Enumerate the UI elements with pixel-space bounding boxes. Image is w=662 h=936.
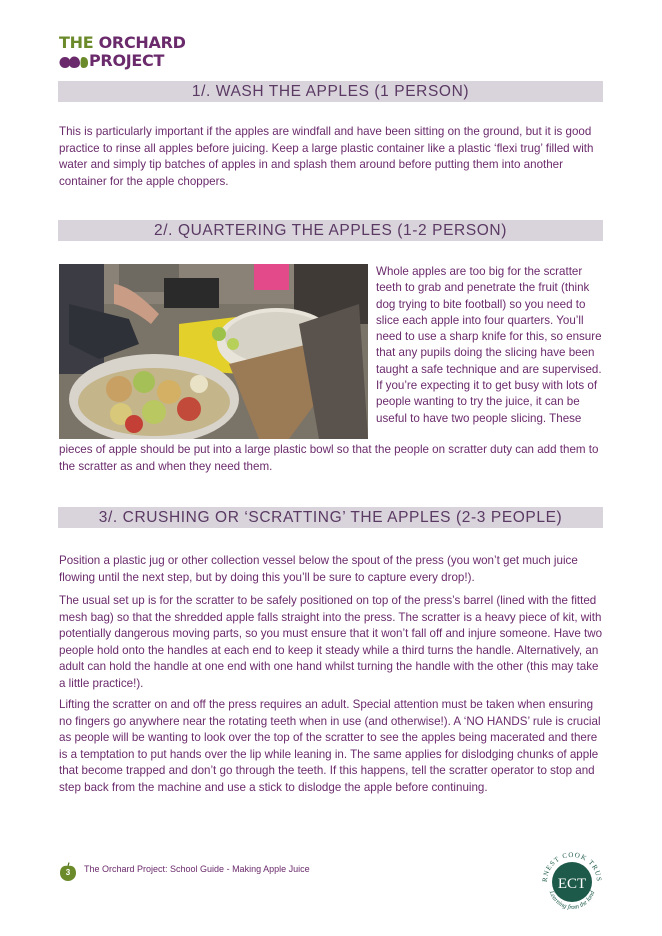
- section-3-paragraph-1: Position a plastic jug or other collection vessel below the spout of the press (you won’t get much juice flowing until the next step, but by doing this you’ll be sure to capture every drop!).: [59, 554, 578, 584]
- section-1-heading: 1/. WASH THE APPLES (1 PERSON): [58, 81, 603, 102]
- ernest-cook-trust-logo: [538, 848, 606, 916]
- seal-monogram: ECT: [557, 876, 587, 892]
- ernest-cook-trust-seal: [538, 848, 606, 916]
- section-3-paragraph-2: The usual set up is for the scratter to be safely positioned on top of the press’s barrel (lined with the fitted mesh bag) so that the shredded apple falls straight into the press. The scratter is a heavy piece of kit, with potentially dangerous moving parts, so you must ensure that it won’t fall off and injure someone. Have two people hold onto the handles at each end to keep it steady while a third turns the handle. Alternatively, an adult can hold the handle at one end with one hand whilst turning the handle with the other (this may take a little practice!).: [59, 594, 603, 690]
- logo-word-the: THE: [59, 33, 94, 52]
- orchard-project-logo: [59, 33, 186, 72]
- fruit-icon: [59, 55, 89, 69]
- apple-slicing-photo-illustration: [59, 264, 368, 439]
- section-3-heading: 3/. CRUSHING OR ‘SCRATTING’ THE APPLES (2-3 PEOPLE): [58, 507, 603, 528]
- logo-word-project: PROJECT: [89, 51, 165, 70]
- seal-bottom-text: Learning from the land: [547, 890, 597, 912]
- logo-line-1: [59, 34, 186, 52]
- logo-word-orchard-text: ORCHARD: [98, 33, 186, 52]
- section-2-heading: 2/. QUARTERING THE APPLES (1-2 PERSON): [58, 220, 603, 241]
- footer-text: The Orchard Project: School Guide - Making Apple Juice: [84, 864, 310, 874]
- apple-slicing-photo: [59, 264, 368, 439]
- section-3-paragraph-3: Lifting the scratter on and off the press requires an adult. Special attention must be taken when ensuring no fingers go anywhere near the rotating teeth when in use (and otherwise!). A ‘NO HANDS’ rule is crucial as people will be wanting to look over the top of the scratter to see the apples being macerated and there is a temptation to put hands over the lip while leaning in. The same applies for dislodging chunks of apple that become trapped and don’t go through the teeth. If this happens, tell the scratter operator to stop and step back from the machine and use a stick to dislodge the apple before continuing.: [59, 698, 601, 794]
- section-2-wrapped-text: Whole apples are too big for the scratter teeth to grab and penetrate the fruit (think dog trying to bite football) so you need to slice each apple into four quarters. You’ll need to use a sharp knife for this, so ensure that any pupils doing the slicing have been taught a safe technique and are supervised. If you’re expecting it to get busy with lots of people wanting to try the juice, it can be useful to have two people slicing. These: [376, 265, 602, 425]
- logo-word-orchard: [93, 33, 185, 52]
- section-2-paragraph: pieces of apple should be put into a large plastic bowl so that the people on scratter duty can add them to the scratter as and when they need them.: [59, 443, 599, 473]
- seal-top-text: RNEST COOK TRUS: [540, 850, 604, 883]
- page-number-badge: [59, 862, 77, 882]
- page-number: 3: [65, 868, 71, 877]
- section-1-paragraph: This is particularly important if the apples are windfall and have been sitting on the ground, but it is good practice to rinse all apples before juicing. Keep a large plastic container like a plastic ‘flexi trug’ filled with water and simply tip batches of apples in and splash them around before putting them into another container for the apple choppers.: [59, 125, 594, 188]
